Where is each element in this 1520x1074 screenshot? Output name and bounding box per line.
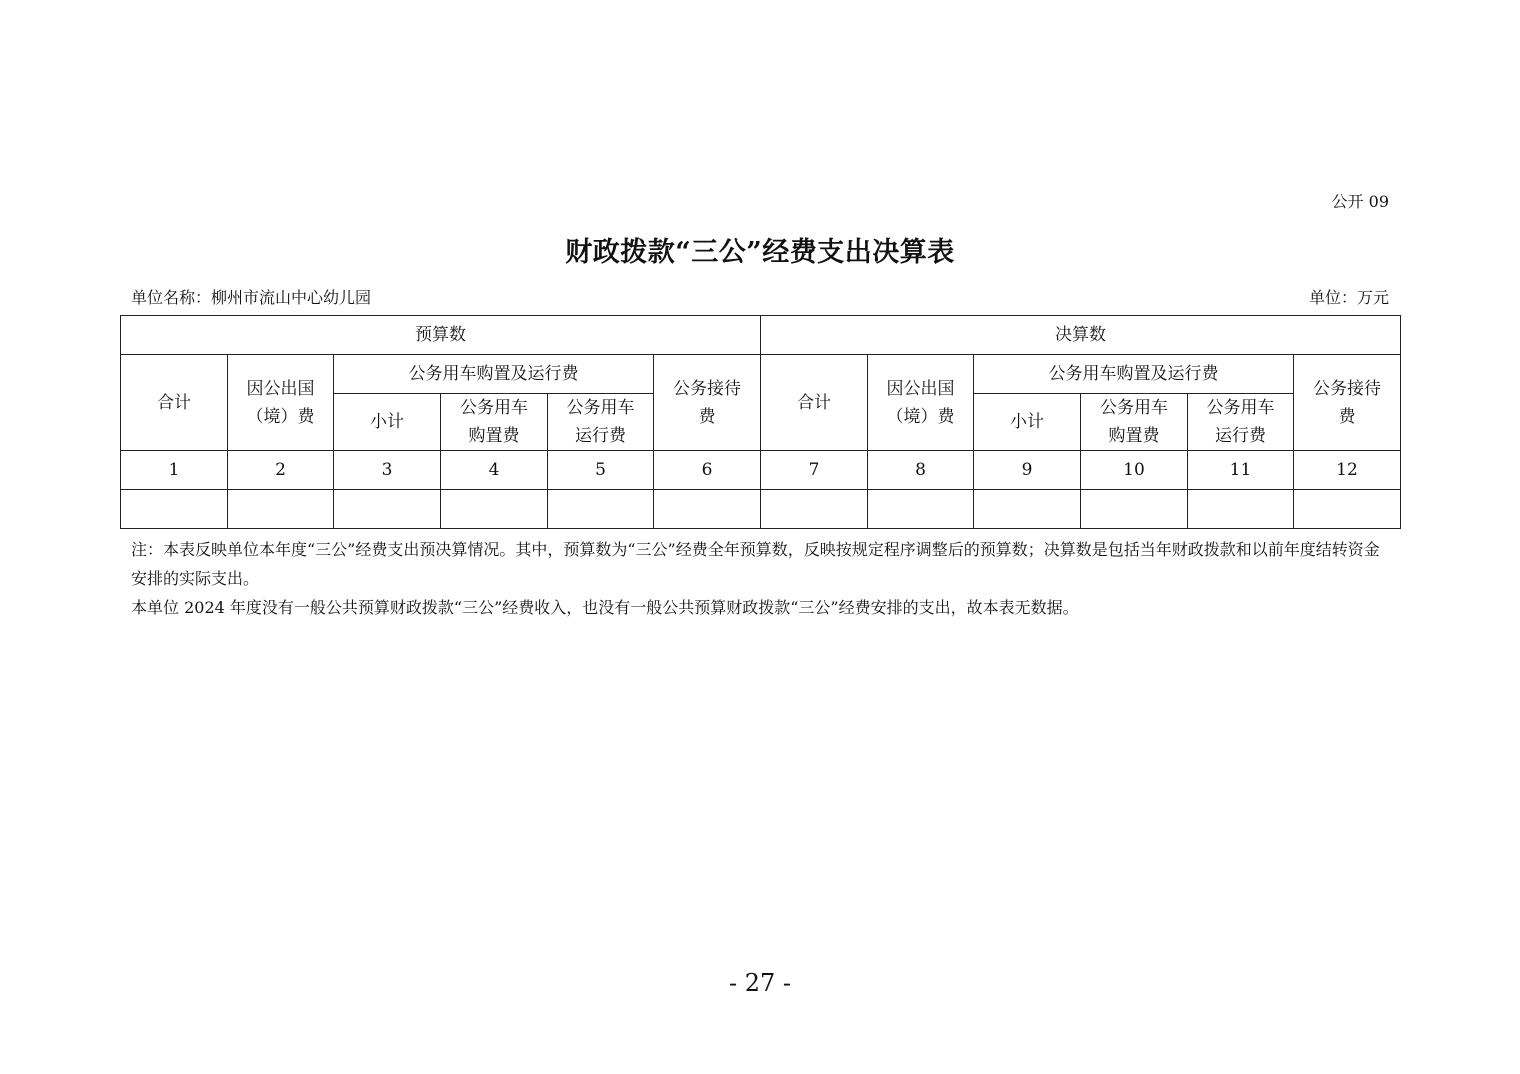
data-cell [334, 490, 441, 529]
budget-header: 预算数 [121, 316, 761, 355]
index-cell: 2 [228, 451, 334, 490]
budget-purchase-header: 公务用车 购置费 [441, 394, 548, 451]
index-cell: 7 [761, 451, 868, 490]
data-cell [548, 490, 654, 529]
final-purchase-header: 公务用车 购置费 [1081, 394, 1188, 451]
document-title: 财政拨款“三公”经费支出决算表 [565, 237, 955, 268]
no-data-statement: 本单位 2024 年度没有一般公共预算财政拨款“三公”经费收入，也没有一般公共预算财政拨款“三公”经费安排的支出，故本表无数据。 [131, 598, 1079, 617]
table-data-row [121, 490, 1401, 529]
final-total-header: 合计 [761, 355, 868, 451]
data-cell [441, 490, 548, 529]
budget-reception-header: 公务接待 费 [654, 355, 761, 451]
index-cell: 8 [868, 451, 974, 490]
data-cell [974, 490, 1081, 529]
table-group-header-row [121, 316, 1401, 355]
data-cell [1294, 490, 1401, 529]
index-cell: 3 [334, 451, 441, 490]
index-cell: 1 [121, 451, 228, 490]
final-account-header: 决算数 [761, 316, 1401, 355]
data-cell [1081, 490, 1188, 529]
data-cell [228, 490, 334, 529]
index-cell: 9 [974, 451, 1081, 490]
final-subtotal-header: 小计 [974, 394, 1081, 451]
data-cell [761, 490, 868, 529]
budget-abroad-header: 因公出国 （境）费 [228, 355, 334, 451]
budget-vehicle-header: 公务用车购置及运行费 [334, 355, 654, 394]
index-cell: 12 [1294, 451, 1401, 490]
final-reception-header: 公务接待 费 [1294, 355, 1401, 451]
index-cell: 6 [654, 451, 761, 490]
final-vehicle-header: 公务用车购置及运行费 [974, 355, 1294, 394]
data-cell [654, 490, 761, 529]
index-cell: 11 [1188, 451, 1294, 490]
data-cell [121, 490, 228, 529]
table-column-header-row [121, 355, 1401, 394]
document-code: 公开 09 [1331, 192, 1389, 211]
unit-name: 单位名称：柳州市流山中心幼儿园 [131, 288, 372, 307]
data-cell [1188, 490, 1294, 529]
budget-operation-header: 公务用车 运行费 [548, 394, 654, 451]
page-number: - 27 - [728, 969, 791, 997]
budget-subtotal-header: 小计 [334, 394, 441, 451]
three-public-expense-table [120, 315, 1401, 529]
index-cell: 10 [1081, 451, 1188, 490]
index-cell: 5 [548, 451, 654, 490]
unit-of-measure: 单位：万元 [1308, 288, 1389, 307]
final-abroad-header: 因公出国 （境）费 [868, 355, 974, 451]
budget-total-header: 合计 [121, 355, 228, 451]
final-operation-header: 公务用车 运行费 [1188, 394, 1294, 451]
table-note: 注：本表反映单位本年度“三公”经费支出预决算情况。其中，预算数为“三公”经费全年预算数，反映按规定程序调整后的预算数；决算数是包括当年财政拨款和以前年度结转资金安排的实际支出。 [131, 540, 1380, 588]
data-cell [868, 490, 974, 529]
index-cell: 4 [441, 451, 548, 490]
table-index-row [121, 451, 1401, 490]
